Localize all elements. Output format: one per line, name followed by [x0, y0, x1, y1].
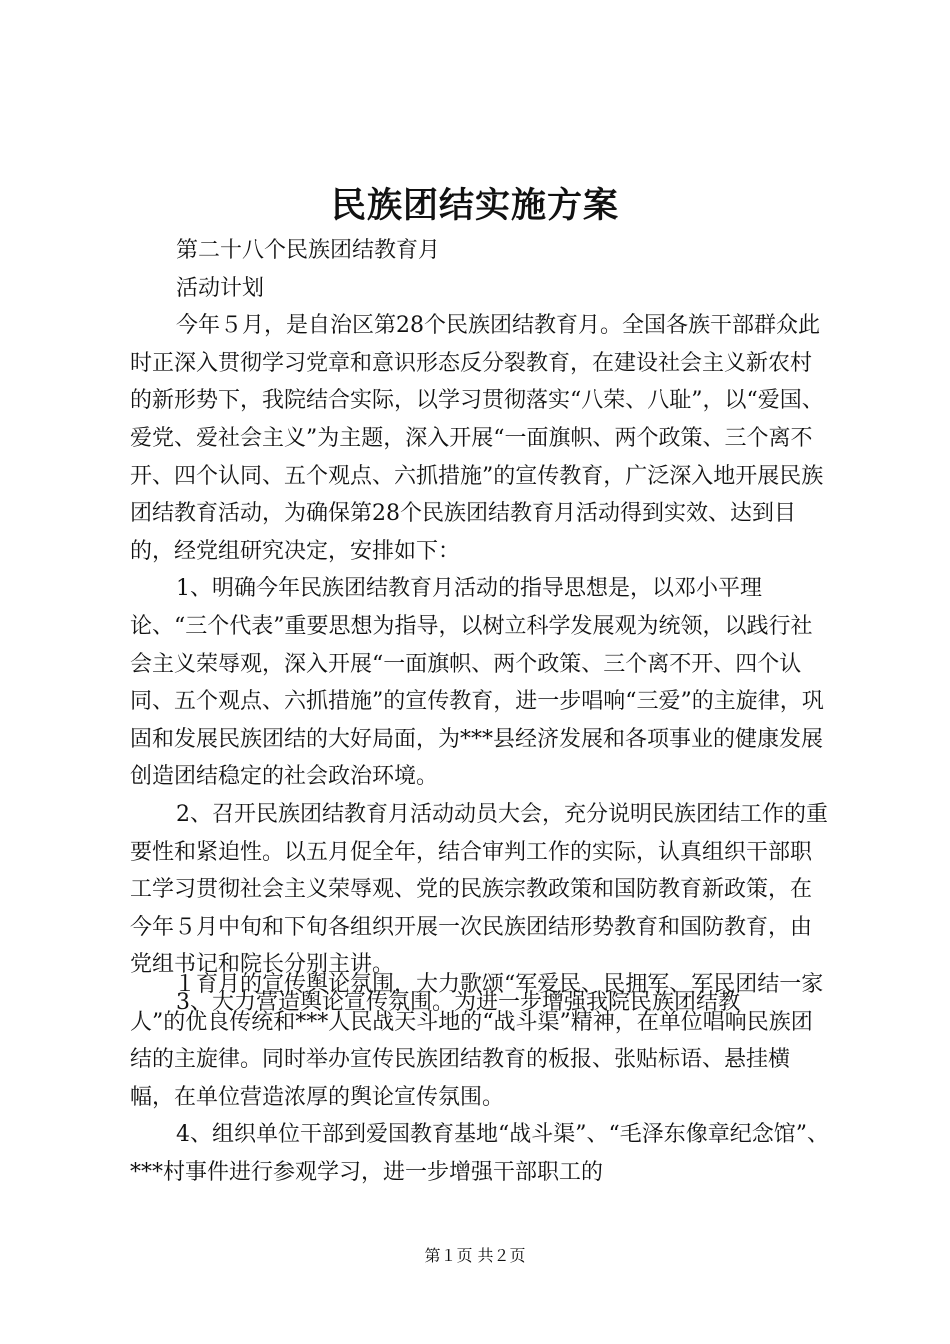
document-body	[130, 232, 830, 1021]
paragraph-item-2: 2、召开民族团结教育月活动动员大会，充分说明民族团结工作的重要性和紧迫性。以五月促全年，结合审判工作的实际，认真组织干部职工学习贯彻社会主义荣辱观、党的民族宗教政策和国防教育新政策，在今年５月中旬和下旬各组织开展一次民族团结形势教育和国防教育，由党组书记和院长分别主讲。	[130, 801, 828, 978]
subtitle-line: 第二十八个民族团结教育月	[176, 238, 441, 263]
document-title: 民族团结实施方案	[330, 185, 619, 226]
paragraph-item-3: 3、大力营造舆论宣传氛围。为进一步增强我院民族团结教	[176, 989, 740, 1015]
paragraph-intro: 今年５月，是自治区第28个民族团结教育月。全国各族干部群众此时正深入贯彻学习党章和意识形态反分裂教育，在建设社会主义新农村的新形势下，我院结合实际，以学习贯彻落实“八荣、八耻”，以“爱国、爱党、爱社会主义”为主题，深入开展“一面旗帜、两个政策、三个离不开、四个认同、五个观点、六抓措施”的宣传教育，广泛深入地开展民族团结教育活动，为确保第28个民族团结教育月活动得到实效、达到目的，经党组研究决定，安排如下：	[130, 313, 824, 564]
page-number-footer: 第１页 共２页	[424, 1246, 526, 1265]
document-body-continued	[130, 966, 830, 1192]
paragraph-item-1: 1、明确今年民族团结教育月活动的指导思想是，以邓小平理论、“三个代表”重要思想为指导，以树立科学发展观为统领，以践行社会主义荣辱观，深入开展“一面旗帜、两个政策、三个离不开、四个认同、五个观点、六抓措施”的宣传教育，进一步唱响“三爱”的主旋律，巩固和发展民族团结的大好局面，为***县经济发展和各项事业的健康发展创造团结稳定的社会政治环境。	[130, 576, 824, 790]
subtitle-line: 活动计划	[176, 275, 265, 301]
paragraph-item-3-continued: １育月的宣传舆论氛围，大力歌颂“军爱民、民拥军、军民团结一家人”的优良传统和***人民战天斗地的“战斗渠”精神，在单位唱响民族团结的主旋律。同时举办宣传民族团结教育的板报、张贴标语、悬挂横幅，在单位营造浓厚的舆论宣传氛围。	[130, 972, 824, 1110]
paragraph-item-4: 4、组织单位干部到爱国教育基地“战斗渠”、“毛泽东像章纪念馆”、***村事件进行参观学习，进一步增强干部职工的	[130, 1122, 829, 1185]
